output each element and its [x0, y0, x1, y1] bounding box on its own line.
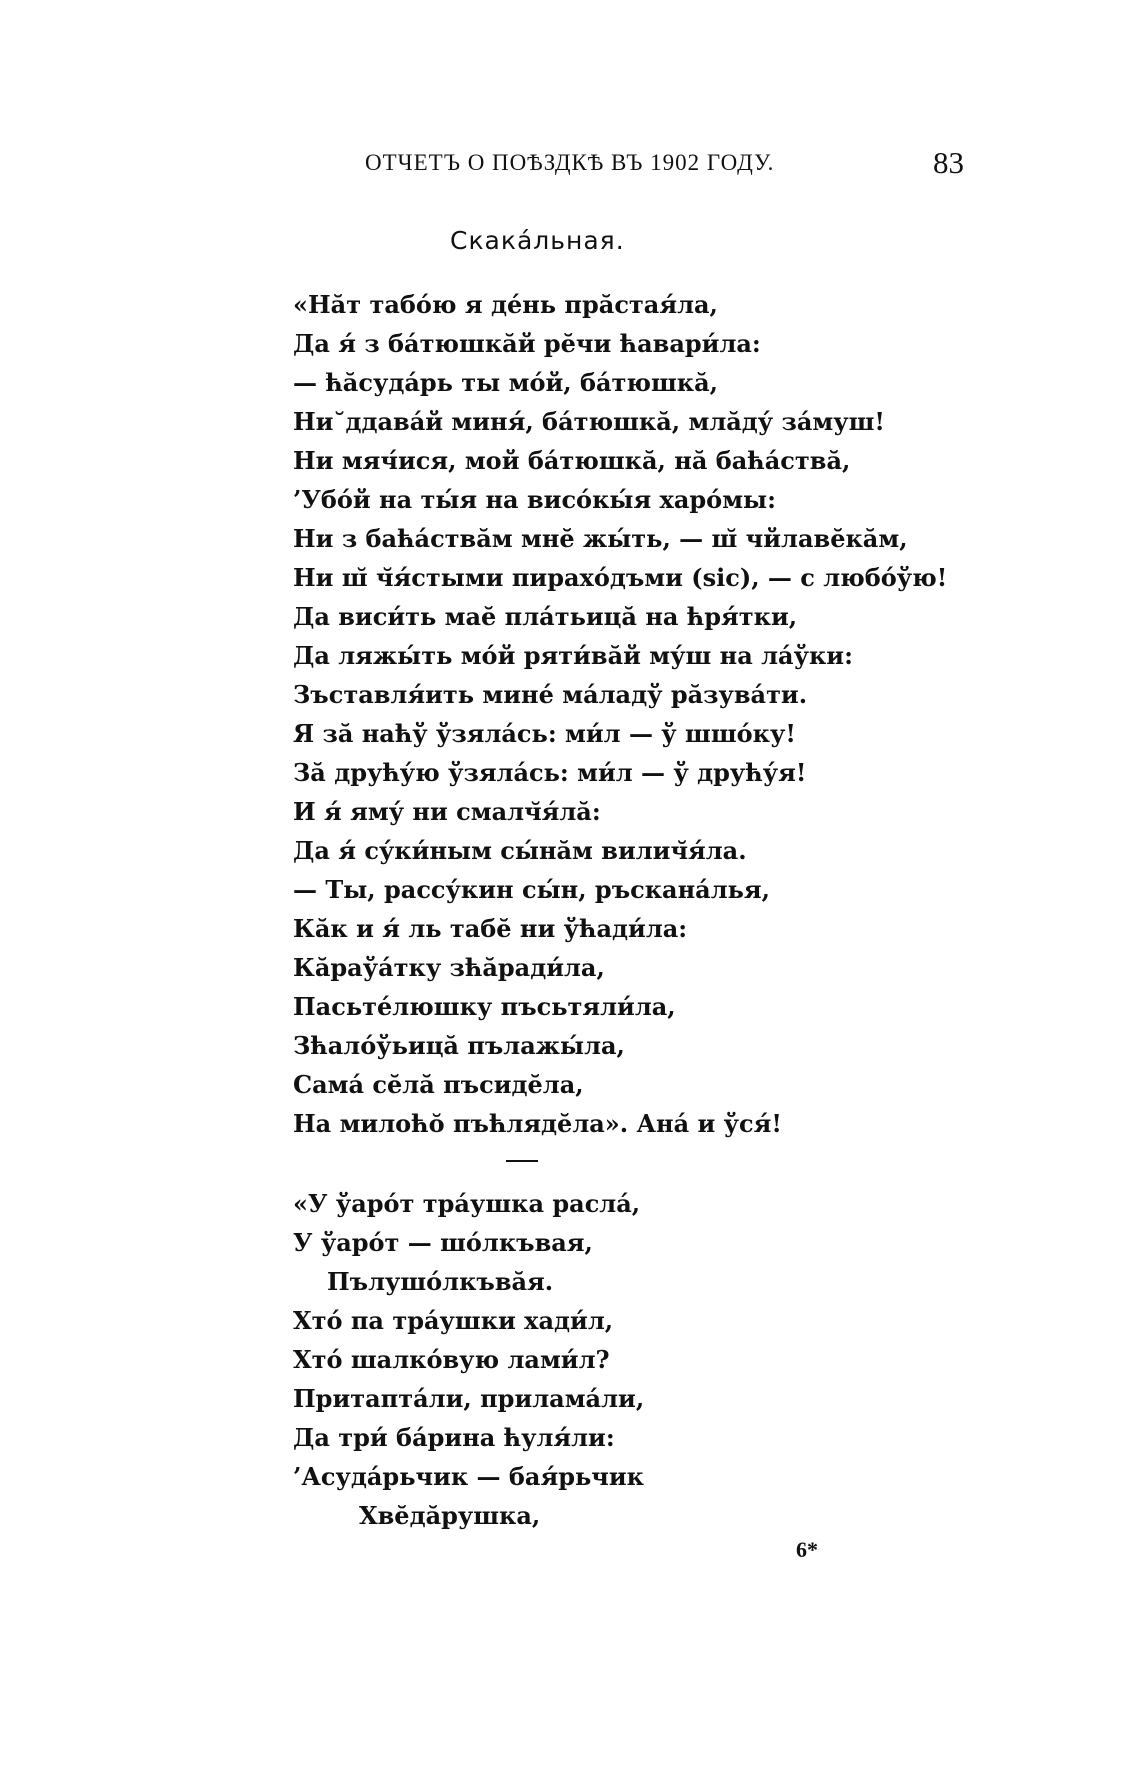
poem-line: Пълушо́лкъвӑя. — [327, 1267, 554, 1296]
poem-line: Зъставля́ить мине́ ма́ладў рӑзува́ти. — [293, 680, 808, 709]
poem-line: Зћало́ўьицӑ пълажы́ла, — [293, 1031, 625, 1060]
poem-title: Скака́льная. — [450, 226, 625, 255]
poem-line: Кӑк и я́ ль табӗ ни ўћади́ла: — [293, 914, 688, 943]
poem-line: Ни з баћа́ствӑм мнӗ жы́ть, — ш̆ чйлавӗкӑм, — [293, 524, 908, 553]
section-divider — [506, 1160, 538, 1162]
poem-line: ’Асуда́рьчик — бая́рьчик — [293, 1462, 644, 1491]
running-head: ОТЧЕТЪ О ПОѢЗДКѢ ВЪ 1902 ГОДУ. — [365, 150, 775, 175]
poem-line: Пасьте́люшку пъсьтяли́ла, — [293, 992, 676, 1021]
poem-line: Притапта́ли, прилама́ли, — [293, 1384, 645, 1413]
poem-line: Хвӗдӑрушка, — [359, 1501, 541, 1530]
poem-line: Сама́ сӗлӑ пъсидӗла, — [293, 1070, 584, 1099]
poem-line: Да я́ су́ки́ным сы́нӑм вилич̆я́ла. — [293, 836, 747, 865]
poem-line: Да я́ з ба́тюшкӑй рӗчи ћавари́ла: — [293, 329, 761, 358]
page-number: 83 — [933, 145, 964, 180]
poem-line: На милоћо̆ пъћлядӗла». Ана́ и ўся́! — [293, 1109, 782, 1138]
poem-line: Хто́ шалко́вую лами́л? — [293, 1345, 610, 1374]
poem-line: Да три́ ба́рина ћуля́ли: — [293, 1423, 615, 1452]
poem-line: — ћӑсуда́рь ты мо́й, ба́тюшкӑ, — [293, 368, 719, 397]
poem-line: Ни ш̆ ч̆я́стыми пирахо́дъми (sic), — с любо́ўю! — [293, 563, 948, 592]
poem-line: «Нӑт табо́ю я де́нь прӑстая́ла, — [293, 290, 718, 319]
poem-line: И я́ яму́ ни смалч̆я́лӑ: — [293, 797, 601, 826]
poem-line: Да виси́ть маӗ пла́тьицӑ на ћря́тки, — [293, 602, 798, 631]
poem-line: Кӑраўа́тку зћӑради́ла, — [293, 953, 605, 982]
stanza-1 — [293, 285, 947, 1143]
poem-line: Ни˘ддава́й миня́, ба́тюшкӑ, млӑду́ за́муш! — [293, 407, 885, 436]
poem-line: Я зӑ наћў ўзяла́сь: ми́л — ў шшо́ку! — [293, 719, 796, 748]
poem-line: Зӑ друћу́ю ўзяла́сь: ми́л — ў друћу́я! — [293, 758, 807, 787]
poem-line: У ўаро́т — шо́лкъвая, — [293, 1228, 593, 1257]
poem-line: «У ўаро́т тра́ушка расла́, — [293, 1189, 641, 1218]
poem-line: Да ляжы́ть мо́й ряти́вӑй му́ш на ла́ўки: — [293, 641, 853, 670]
poem-line: Хто́ па тра́ушки хади́л, — [293, 1306, 614, 1335]
poem-line: ’Убо́й на ты́я на висо́кы́я харо́мы: — [293, 485, 776, 514]
poem-line: — Ты, рассу́кин сы́н, ръскана́лья, — [293, 875, 771, 904]
signature-mark: 6* — [796, 1537, 818, 1562]
stanza-2 — [293, 1184, 644, 1535]
poem-line: Ни мяч́ися, мой ба́тюшкӑ, нӑ баћа́ствӑ, — [293, 446, 851, 475]
